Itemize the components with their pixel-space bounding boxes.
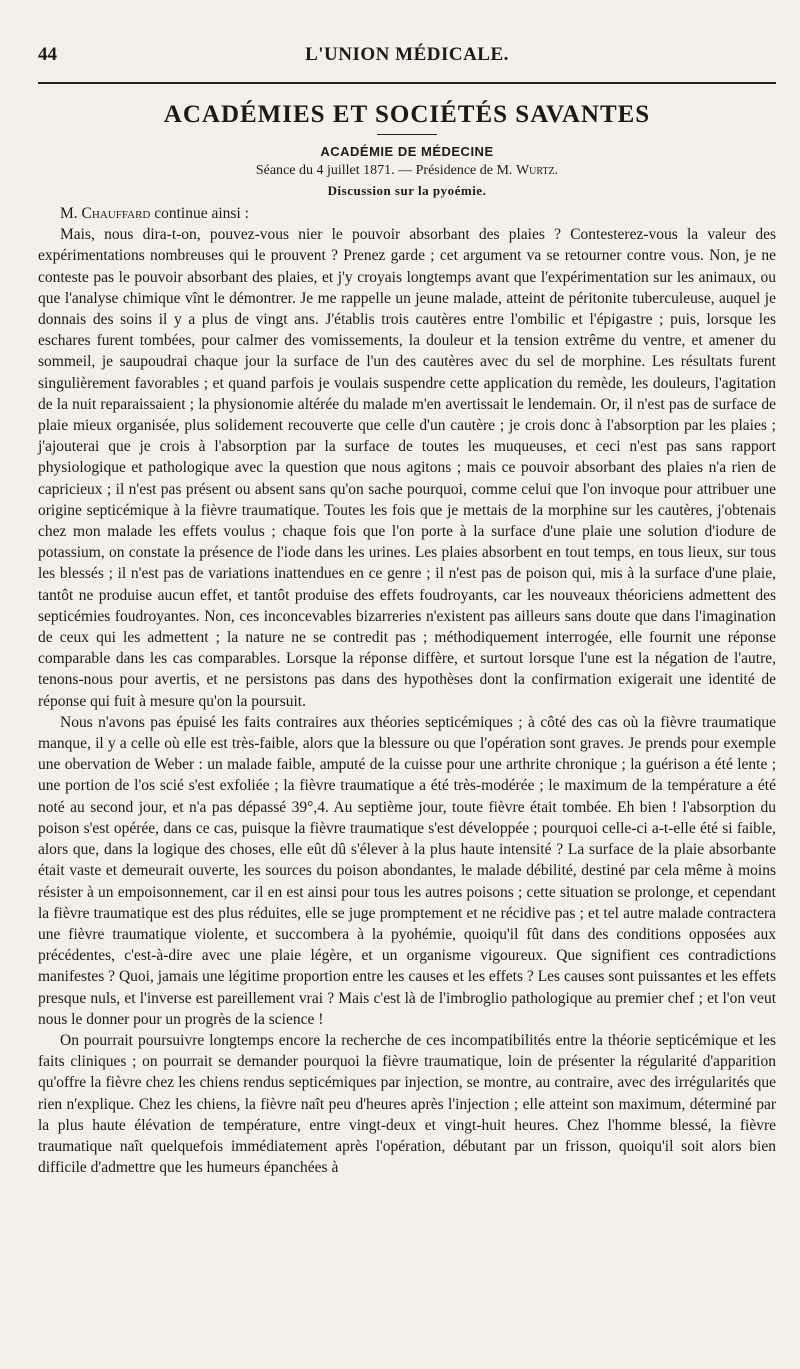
header-rule — [38, 82, 776, 84]
article-body — [38, 203, 776, 1178]
section-title: ACADÉMIES ET SOCIÉTÉS SAVANTES — [163, 101, 651, 128]
speaker-name: Chauffard — [81, 205, 151, 222]
session-text: Séance du 4 juillet 1871. — Présidence de M. — [255, 163, 513, 178]
journal-title: L'UNION MÉDICALE. — [305, 44, 509, 65]
paragraph-2: Nous n'avons pas épuisé les faits contraires aux théories septicémiques ; à côté des cas où la fièvre traumatique manque, il y a celle où elle est très-faible, alors que la blessure ou que l'opération sont graves. Je prends pour exemple une obervation de Weber : un malade faible, amputé de la cuisse pour une arthrite chronique ; la guérison a été lente ; une portion de l'os scié s'est exfoliée ; la fièvre traumatique a été très-modérée ; le maximum de la température a été noté au second jour, et n'a pas dépassé 39°,4. Au septième jour, toute fièvre était tombée. Eh bien ! l'absorption du poison s'est opérée, dans ce cas, puisque la fièvre traumatique s'est développée ; pourquoi celle-ci a-t-elle été si faible, alors que, dans la logique des choses, elle eût dû s'élever à la plus haute intensité ? La surface de la plaie absorbante était vaste et demeurait ouverte, les sources du poison abondantes, le malade débilité, destiné par cela même à moins résister à un empoisonnement, car il en est ainsi pour tous les autres poisons ; cette situation se prolonge, et cependant la fièvre traumatique est des plus réduites, elle se juge promptement et ne récidive pas ; et tel autre malade contractera une fièvre traumatique violente, et succombera à la pyohémie, quoiqu'il fût dans des conditions opposées aux précédentes, c'est-à-dire avec une plaie légère, et un organisme vigoureux. Que signifient ces contradictions manifestes ? Quoi, jamais une légitime proportion entre les causes et les effets ? Les causes sont puissantes et les effets presque nuls, et l'inverse est pareillement vrai ? Mais c'est là de l'imbroglio pathologique au premier chef ; et l'on veut nous le donner pour un progrès de la science ! — [38, 713, 776, 1028]
paragraph-1: Mais, nous dira-t-on, pouvez-vous nier le pouvoir absorbant des plaies ? Contesterez-vous la valeur des expérimentations nombreuses qui le prouvent ? Prenez garde ; cet argument va se retourner contre vous. Non, je ne conteste pas le pouvoir absorbant des plaies, et j'y croyais longtemps avant que l'expérimentation sur les animaux, ou que l'analyse chimique vînt le démontrer. Je me rappelle un jeune malade, atteint de péritonite tuberculeuse, auquel je donnais des soins il y a plus de vingt ans. J'établis trois cautères entre l'ombilic et l'épigastre ; puis, lorsque les eschares furent tombées, pour calmer des vomissements, la douleur et la tension extrême du ventre, et amener du sommeil, je saupoudrai chaque jour la surface de l'un des cautères avec du sel de morphine. Les résultats furent singulièrement favorables ; et quand parfois je voulais suspendre cette application du remède, les douleurs, l'agitation de la nuit reparaissaient ; la physionomie altérée du malade m'en avertissait le lendemain. Or, il n'est pas de surface de plaie mieux organisée, plus solidement recouverte que celle d'un cautère ; je crois donc à l'absorption par les plaies ; j'ajouterai que je crois à l'absorption par la surface de toutes les muqueuses, et ceci n'est pas sans rapport physiologique et pathologique avec la question que nous agitons ; mais ce pouvoir absorbant des plaies n'a rien de capricieux ; il n'est pas présent ou absent sans qu'on sache pourquoi, comme celui que l'on invoque pour attribuer une origine septicémique à la fièvre traumatique. Toutes les fois que je mettais de la morphine sur les cautères, j'obtenais chez mon malade les effets voulus ; chaque fois que l'on porte à la surface d'une plaie une solution d'iodure de potassium, on constate la présence de l'iode dans les urines. Les plaies absorbent en tout temps, en tous lieux, sur tous les blessés ; il n'est pas de variations inattendues en ce genre ; il n'est pas de poison qui, mis à la surface d'une plaie, tantôt ne produise aucun effet, et tantôt produise des effets foudroyants, car les nouveaux théoriciens admettent des septicémies foudroyantes. Non, ces inconcevables bizarreries n'existent pas ailleurs sans doute que dans l'imagination de ceux qui les admettent ; la nature ne se contredit pas ; méthodiquement interrogée, elle fournit une réponse comparable dans les cas comparables. Lorsque la réponse diffère, et surtout lorsque l'une est la négation de l'autre, tenons-nous pour avertis, et ne persistons pas dans des hypothèses dont la confirmation exigerait une identité de réponse qui fuit à mesure qu'on la poursuit. — [38, 226, 776, 710]
speaker-suffix: continue ainsi : — [154, 205, 249, 222]
discussion-heading: Discussion sur la pyoémie. — [327, 183, 487, 198]
paragraph-3: On pourrait poursuivre longtemps encore la recherche de ces incompatibilités entre la théorie septicémique et les faits cliniques ; on pourrait se demander pourquoi la fièvre traumatique, loin de présenter la régularité d'apparition qu'offre la fièvre chez les chiens rendus septicémiques par injection, se montre, au contraire, avec des irrégularités que rien n'explique. Chez les chiens, la fièvre naît peu d'heures après l'injection ; elle atteint son maximum, déterminé par la plus haute élévation de température, entre vingt-deux et vingt-huit heures. Chez l'homme blessé, la fièvre traumatique naît quelquefois immédiatement après l'opération, débutant par un frisson, quoiqu'il soit alors bien difficile d'admettre que les humeurs épanchées à — [38, 1031, 776, 1177]
session-line — [38, 161, 776, 181]
page-number: 44 — [38, 44, 57, 65]
speaker-prefix: M. — [60, 205, 78, 222]
session-president: Wurtz. — [515, 163, 559, 178]
speaker-line — [38, 203, 776, 224]
running-header — [38, 0, 776, 70]
title-divider — [377, 134, 437, 135]
academy-heading: ACADÉMIE DE MÉDECINE — [320, 144, 494, 159]
